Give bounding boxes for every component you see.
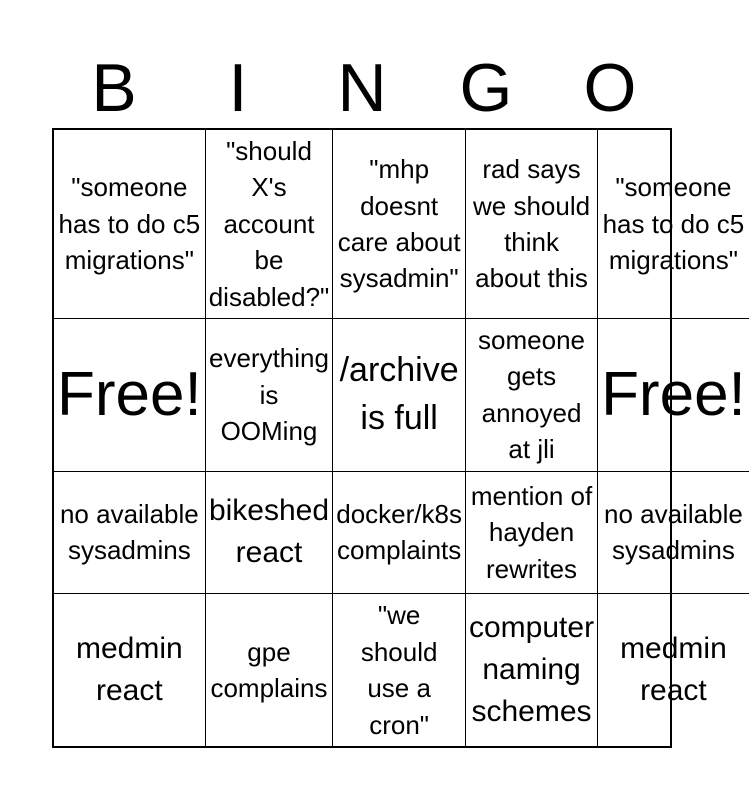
- header-letter-n: N: [337, 50, 387, 126]
- bingo-cell[interactable]: [598, 130, 749, 319]
- bingo-cell[interactable]: [598, 472, 749, 595]
- bingo-cell[interactable]: [54, 594, 206, 746]
- bingo-cell-free[interactable]: [598, 319, 749, 472]
- header-letter-b: B: [91, 50, 137, 126]
- bingo-cell-text: medmin react: [76, 632, 183, 708]
- bingo-cell[interactable]: [333, 472, 466, 595]
- bingo-cell-text: docker/k8s complaints: [336, 499, 462, 566]
- bingo-cell-text: no available sysadmins: [604, 499, 743, 566]
- bingo-cell-text: Free!: [601, 359, 746, 429]
- bingo-cell-text: someone gets annoyed at jli: [478, 324, 586, 465]
- bingo-cell[interactable]: [333, 594, 466, 746]
- bingo-cell-text: mention of hayden rewrites: [470, 480, 593, 584]
- bingo-header: [52, 50, 672, 126]
- bingo-cell-text: Free!: [57, 359, 202, 429]
- bingo-cell-text: "mhp doesnt care about sysadmin": [337, 154, 461, 294]
- header-letter-i: I: [228, 50, 248, 126]
- bingo-cell[interactable]: [333, 319, 466, 472]
- bingo-cell[interactable]: [206, 472, 334, 595]
- bingo-cell-text: gpe complains: [210, 636, 328, 704]
- bingo-cell-text: "someone has to do c5 migrations": [602, 172, 745, 276]
- bingo-cell-text: "we should use a cron": [360, 600, 438, 740]
- bingo-cell[interactable]: [466, 130, 598, 319]
- bingo-cell-text: medmin react: [620, 632, 727, 708]
- bingo-cell[interactable]: [466, 594, 598, 746]
- bingo-board: [52, 128, 746, 748]
- bingo-cell[interactable]: [333, 130, 466, 319]
- bingo-cell[interactable]: [206, 130, 334, 319]
- bingo-cell[interactable]: [206, 319, 334, 472]
- bingo-cell-text: everything is OOMing: [209, 343, 329, 446]
- bingo-cell-text: "someone has to do c5 migrations": [58, 172, 201, 276]
- bingo-cell[interactable]: [206, 594, 334, 746]
- header-letter-g: G: [459, 50, 513, 126]
- bingo-cell-text: rad says we should think about this: [472, 154, 591, 294]
- bingo-cell-text: /archive is full: [339, 351, 459, 437]
- bingo-cell[interactable]: [54, 472, 206, 595]
- bingo-cell-text: "should X's account be disabled?": [208, 136, 330, 312]
- header-letter-o: O: [583, 50, 637, 126]
- bingo-cell-text: computer naming schemes: [469, 611, 595, 729]
- bingo-cell[interactable]: [466, 319, 598, 472]
- bingo-cell[interactable]: [598, 594, 749, 746]
- bingo-cell-free[interactable]: [54, 319, 206, 472]
- bingo-cell-text: bikeshed react: [208, 494, 330, 570]
- bingo-cell-text: no available sysadmins: [59, 499, 199, 566]
- bingo-cell[interactable]: [466, 472, 598, 595]
- bingo-cell[interactable]: [54, 130, 206, 319]
